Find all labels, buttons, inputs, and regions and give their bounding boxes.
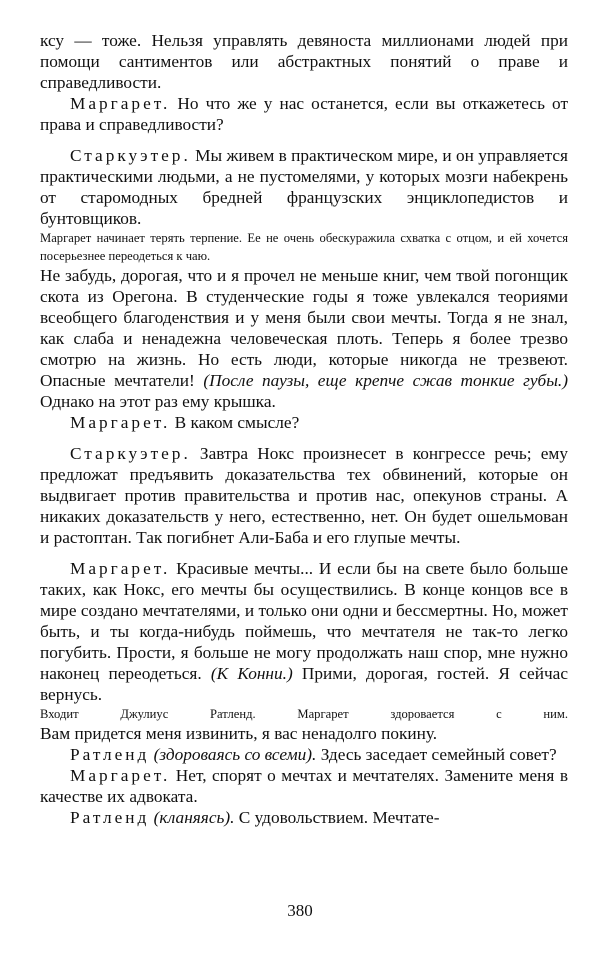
speech-text: Нет, спорят о мечтах и мечтателях. Замените меня в качестве их адвоката.: [40, 766, 568, 806]
dialogue-line: [40, 412, 568, 433]
stage-direction: [40, 705, 568, 723]
speaker-name: Маргарет.: [70, 766, 171, 785]
page-number: 380: [287, 901, 313, 920]
remark-italic: (После паузы, еще крепче сжав тонкие губы.): [203, 371, 568, 390]
dialogue-line: [40, 93, 568, 135]
speech-text: Не забудь, дорогая, что и я прочел не меньше книг, чем твой погонщик скота из Орегона. В студенческие годы я тоже увлекался теориями всеобщего благоденствия и у меня были свои мечты. Тогда я не знал, как слаба и ненадежна человеческая плоть. Теперь я более трезво смотрю на жизнь. Но есть люди, которые никогда не трезвеют. Опасные мечтатели!: [40, 266, 568, 390]
speech-text: С удовольствием. Мечтате-: [234, 808, 440, 827]
dialogue-line: [40, 443, 568, 548]
speech-text: Но что же у нас останется, если вы откажетесь от права и справедливости?: [40, 94, 568, 134]
paragraph-gap: [40, 548, 568, 558]
dialogue-line: [40, 807, 568, 828]
remark-italic: (К Конни.): [210, 664, 293, 683]
dialogue-line: [40, 558, 568, 705]
speech-text: Вам придется меня извинить, я вас ненадолго покину.: [40, 724, 438, 743]
speaker-name: Ратленд: [70, 808, 150, 827]
speech-text: Здесь заседает семейный совет?: [316, 745, 557, 764]
speaker-name: Маргарет.: [70, 413, 171, 432]
speech-text: Красивые мечты... И если бы на свете было больше таких, как Нокс, его мечты бы осуществились. В конце концов все в мире создано мечтателями, и только они одни и бессмертны. Но, может быть, и ты когда-нибудь поймешь, что мечтателя не так-то легко погубить. Прости, я больше не могу продолжать наш спор, мне нужно наконец переодеться.: [40, 559, 568, 683]
stage-direction-text: Маргарет начинает терять терпение. Ее не очень обескуражила схватка с отцом, и ей хочется посерьезнее переодеться к чаю.: [40, 231, 568, 263]
speech-text: Завтра Нокс произнесет в конгрессе речь; ему предложат предъявить доказательства тех обвинений, которые он выдвигает против правительства и против нас, опекунов страны. А никаких доказательств у него, естественно, нет. Он будет ошельмован и растоптан. Так погибнет Али-Баба и его глупые мечты.: [40, 444, 568, 547]
dialogue-line: [40, 744, 568, 765]
main-text: [40, 30, 568, 828]
paragraph-continuation: [40, 30, 568, 93]
speaker-name: Ратленд: [70, 745, 150, 764]
dialogue-continuation: [40, 723, 568, 744]
paragraph-gap: [40, 135, 568, 145]
speech-text: В каком смысле?: [170, 413, 300, 432]
speaker-name: Старкуэтер.: [70, 444, 191, 463]
speaker-name: Старкуэтер.: [70, 146, 191, 165]
stage-direction-text: Входит Джулиус Ратленд. Маргарет здоровается с ним.: [40, 707, 568, 721]
speech-text: Мы живем в практическом мире, и он управляется практическими людьми, а не пустомелями, у которых мозги набекрень от старомодных бредней французских энциклопедистов и бунтовщиков.: [40, 146, 568, 228]
speaker-name: Маргарет.: [70, 94, 171, 113]
speech-text: Прими, дорогая, гостей. Я сейчас вернусь.: [40, 664, 569, 704]
speech-text: Однако на этот раз ему крышка.: [40, 392, 276, 411]
speaker-name: Маргарет.: [70, 559, 171, 578]
stage-direction: [40, 229, 568, 265]
remark-italic: (кланяясь).: [149, 808, 235, 827]
body-text: ксу — тоже. Нельзя управлять девяностa миллионами людей при помощи сантиментов или абстрактных понятий о праве и справедливости.: [40, 31, 568, 92]
paragraph-gap: [40, 433, 568, 443]
dialogue-line: [40, 145, 568, 229]
dialogue-line: [40, 765, 568, 807]
remark-italic: (здороваясь со всеми).: [149, 745, 317, 764]
dialogue-continuation: [40, 265, 568, 412]
